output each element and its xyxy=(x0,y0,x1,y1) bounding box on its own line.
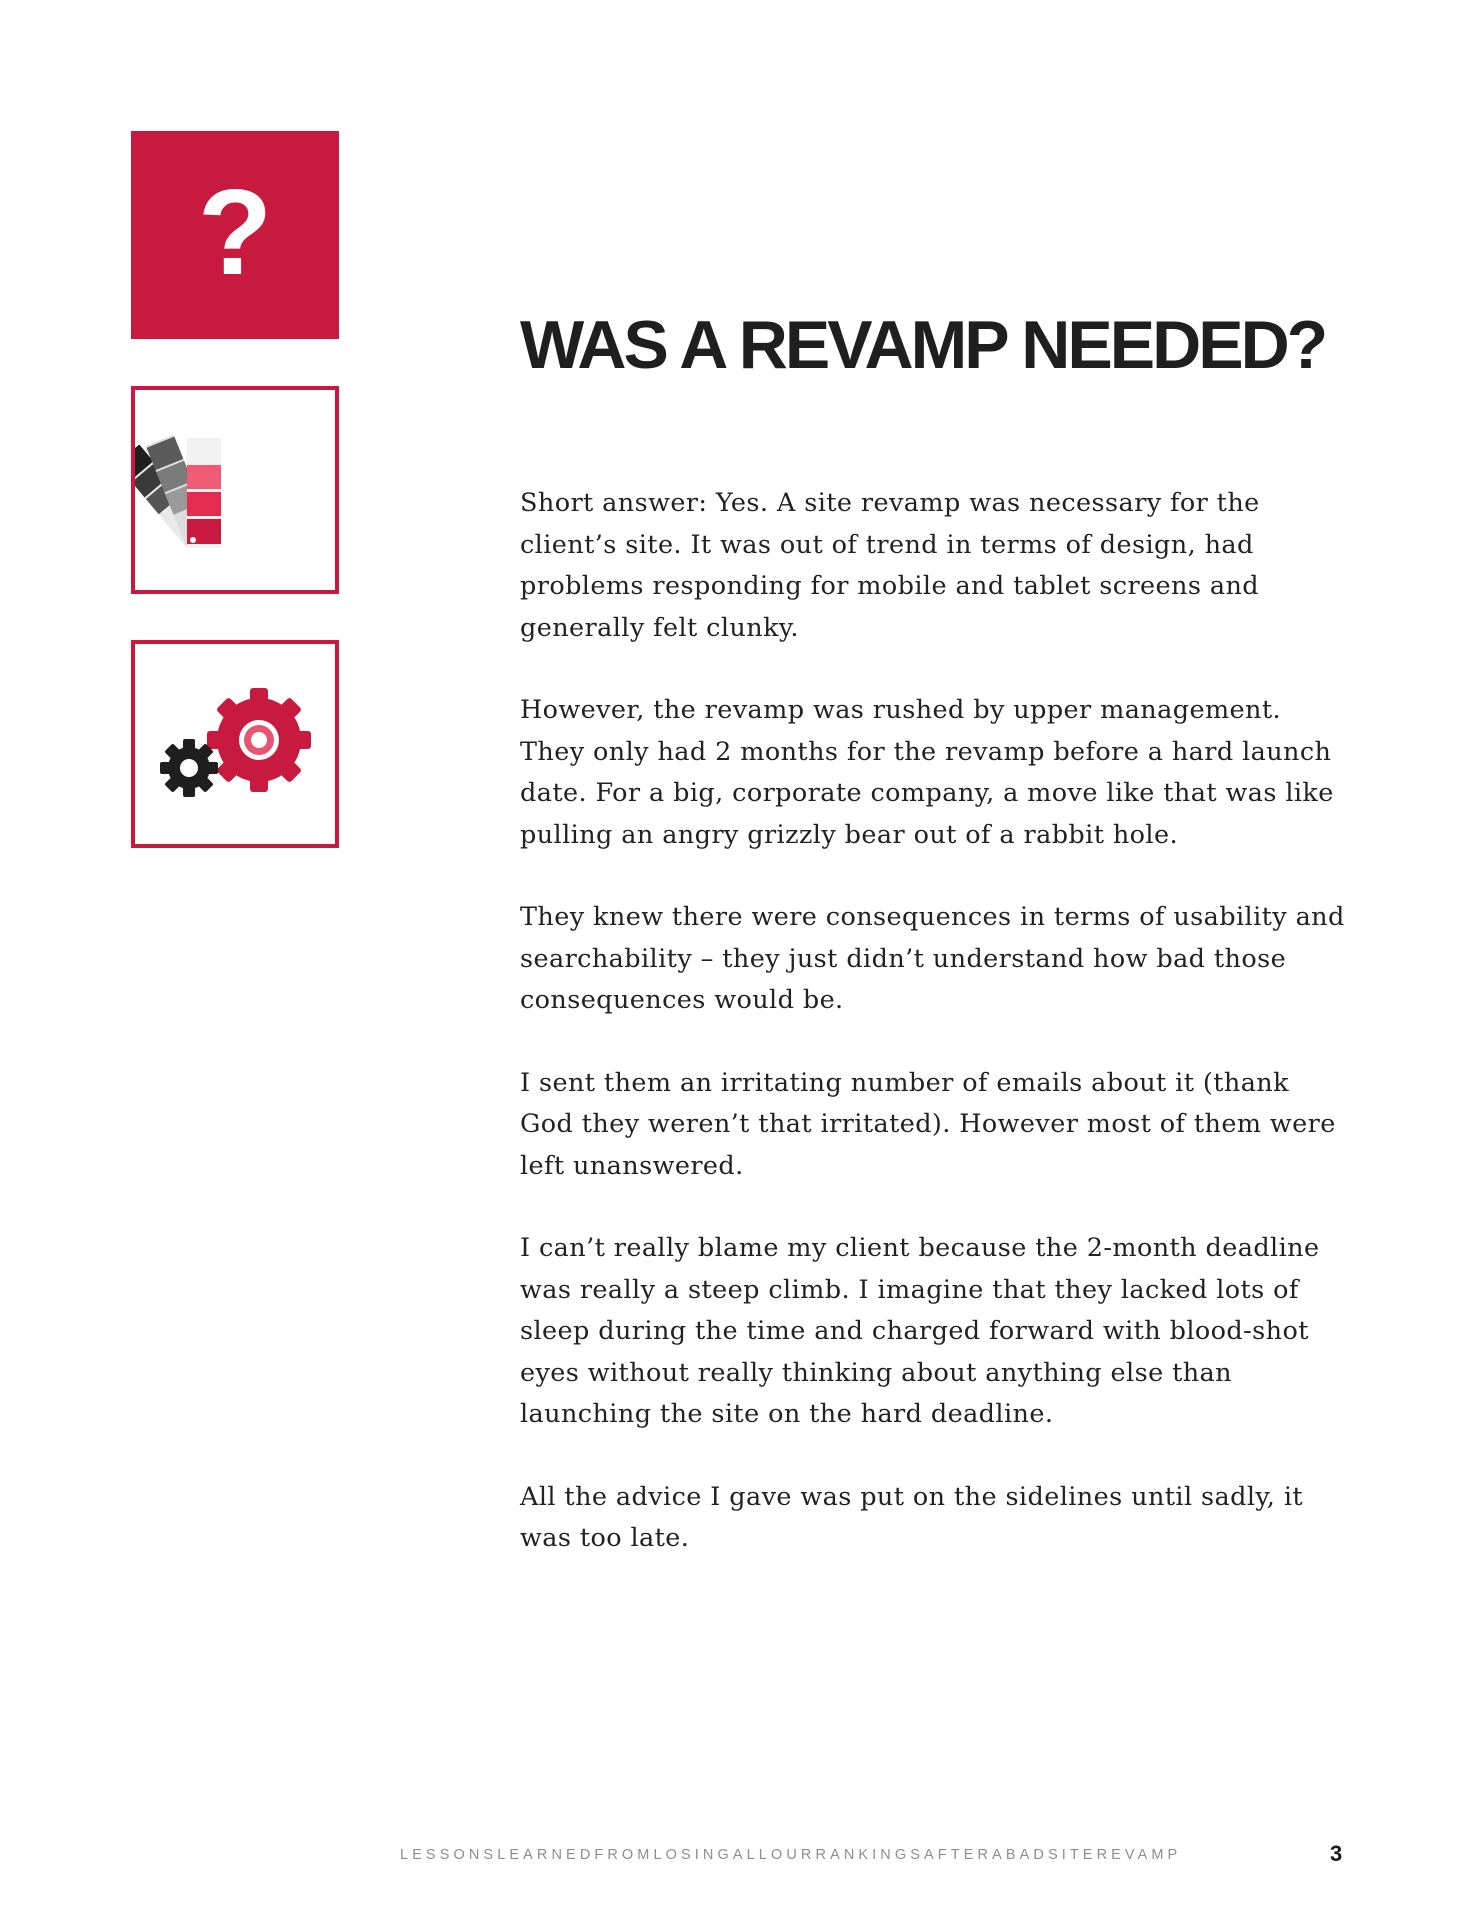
paragraph: However, the revamp was rushed by upper management. They only had 2 months for the revamp before a hard launch date. For a big, corporate company, a move like that was like pulling an angry grizzly bear out of a rabbit hole. xyxy=(520,695,1334,850)
question-mark-icon: ? xyxy=(197,164,273,300)
gears-tile xyxy=(131,640,339,848)
paragraph: I can’t really blame my client because the 2-month deadline was really a steep climb. I imagine that they lacked lots of sleep during the time and charged forward with blood-shot eyes without really thinking about anything else than launching the site on the hard deadline. xyxy=(520,1233,1320,1429)
page-number: 3 xyxy=(1330,1841,1343,1866)
article-body xyxy=(520,483,1350,1601)
gears-icon xyxy=(135,644,335,844)
color-swatch-tile xyxy=(131,386,339,594)
color-swatch-icon xyxy=(135,390,335,590)
page-title: WAS A REVAMP NEEDED? xyxy=(520,307,1326,383)
paragraph: All the advice I gave was put on the sidelines until sadly, it was too late. xyxy=(520,1481,1304,1553)
running-footer: LESSONSLEARNEDFROMLOSINGALLOURRANKINGSAFTERABADSITEREVAMP xyxy=(400,1847,1182,1863)
paragraph: I sent them an irritating number of emails about it (thank God they weren’t that irritated). However most of them were left unanswered. xyxy=(520,1067,1336,1181)
paragraph: They knew there were consequences in terms of usability and searchability – they just didn’t understand how bad those consequences would be. xyxy=(520,902,1345,1015)
paragraph: Short answer: Yes. A site revamp was necessary for the client’s site. It was out of trend in terms of design, had problems responding for mobile and tablet screens and generally felt clunky. xyxy=(520,488,1260,643)
question-mark-tile xyxy=(131,131,339,339)
